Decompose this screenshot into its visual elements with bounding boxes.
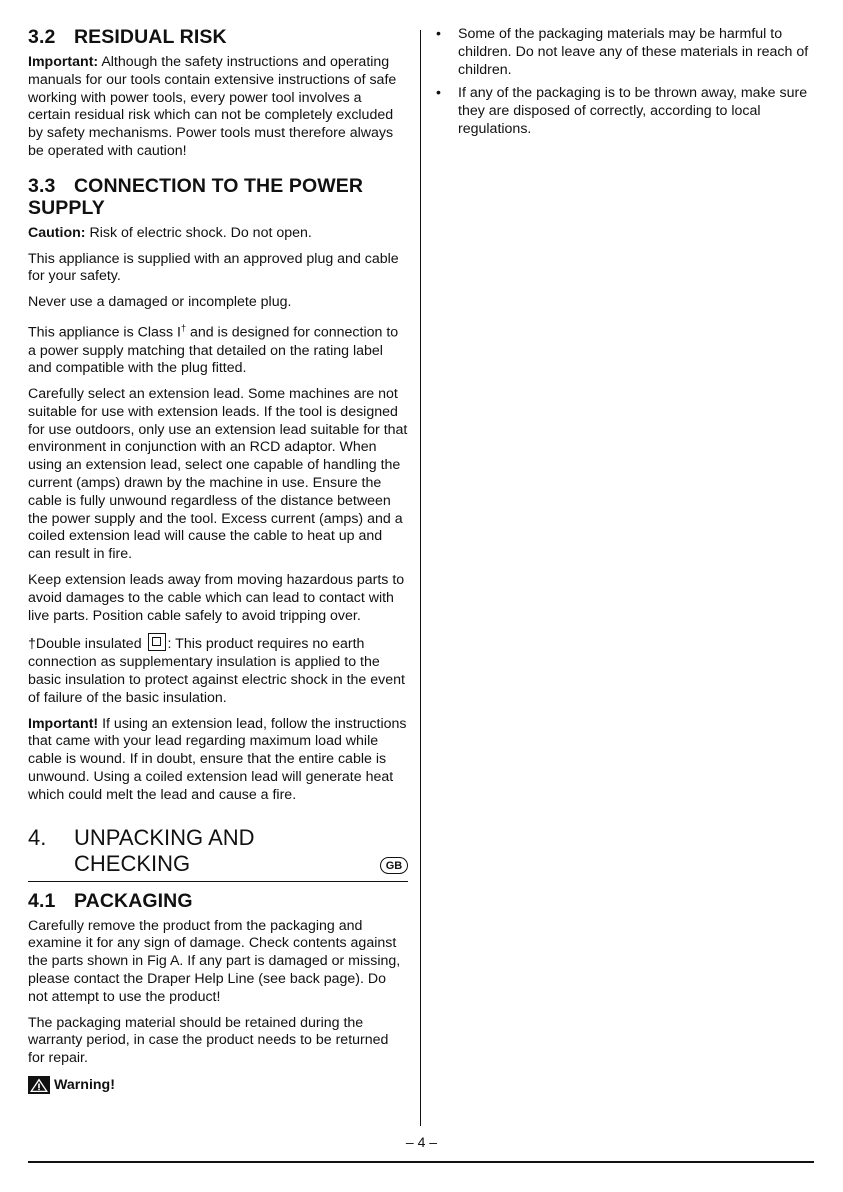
list-item: • If any of the packaging is to be thrown away, make sure they are disposed of correctly, according to local regulations. <box>436 85 808 137</box>
footer-rule <box>28 1161 814 1163</box>
warning-bullets <box>436 26 816 139</box>
list-item: • Some of the packaging materials may be harmful to children. Do not leave any of these materials in reach of children. <box>436 26 809 78</box>
plug-cable-text: This appliance is supplied with an approved plug and cable for your safety. <box>28 250 399 285</box>
page-number: – 4 – <box>405 1134 438 1150</box>
important-extension-text: Important! If using an extension lead, follow the instructions that came with your lead regarding maximum load while cable is wound. If in doubt, ensure that the entire cable is unwound. Using a coiled extension lead will generate heat which could melt the lead and cause a fire. <box>28 715 407 803</box>
double-insulated-icon <box>148 633 166 651</box>
double-insulated-text: †Double insulated : This product requires no earth connection as supplementary insulation is applied to the basic insulation to protect against electric shock in the event of failure of the basic insulation. <box>28 633 408 707</box>
gb-badge: GB <box>380 857 408 874</box>
column-divider <box>420 30 421 1126</box>
left-column <box>28 26 408 1094</box>
right-column <box>436 26 816 145</box>
bullet-icon: • <box>436 26 441 42</box>
section-3-2-heading: 3.2 RESIDUAL RISK <box>28 26 227 48</box>
warning-triangle-icon <box>28 1076 50 1094</box>
class-text: This appliance is Class I† and is designed for connection to a power supply matching that detailed on the rating label and compatible with the plug fitted. <box>28 322 399 377</box>
bullet-icon: • <box>436 85 441 102</box>
hazard-parts-text: Keep extension leads away from moving hazardous parts to avoid damages to the cable which can lead to contact with live parts. Position cable safely to avoid tripping over. <box>28 572 405 624</box>
damaged-plug-text: Never use a damaged or incomplete plug. <box>28 294 292 311</box>
warning-label: Warning! <box>28 1076 408 1094</box>
residual-risk-text: Important: Although the safety instructions and operating manuals for our tools contain extensive instructions of safe working with power tools, every power tool involves a certain residual risk which can not be completely excluded by safety mechanisms. Power tools must therefore always be operated with caution! <box>28 54 397 159</box>
caution-text: Caution: Risk of electric shock. Do not open. <box>28 224 312 241</box>
section-3-3-heading: 3.3 CONNECTION TO THE POWER SUPPLY <box>28 174 364 219</box>
packaging-text: Carefully remove the product from the packaging and examine it for any sign of damage. Check contents against the parts shown in Fig A. If any part is damaged or missing, please contact the Draper Help Line (see back page). Do not attempt to use the product! <box>28 917 401 1005</box>
section-4-1-heading: 4.1 PACKAGING <box>28 889 193 912</box>
extension-lead-text: Carefully select an extension lead. Some machines are not suitable for use with extension leads. If the tool is designed for use outdoors, only use an extension lead suitable for that environment in conjunction with an RCD adaptor. When using an extension lead, select one capable of handling the current (amps) drawn by the machine in use. Ensure the cable is fully unwound regardless of the distance between the power supply and the tool. Excess current (amps) and a coiled extension lead will cause the cable to heat up and can result in fire. <box>28 386 408 563</box>
chapter-4-heading: 4. UNPACKING AND CHECKING GB <box>28 825 408 882</box>
warranty-text: The packaging material should be retained during the warranty period, in case the product needs to be returned for repair. <box>28 1014 389 1067</box>
